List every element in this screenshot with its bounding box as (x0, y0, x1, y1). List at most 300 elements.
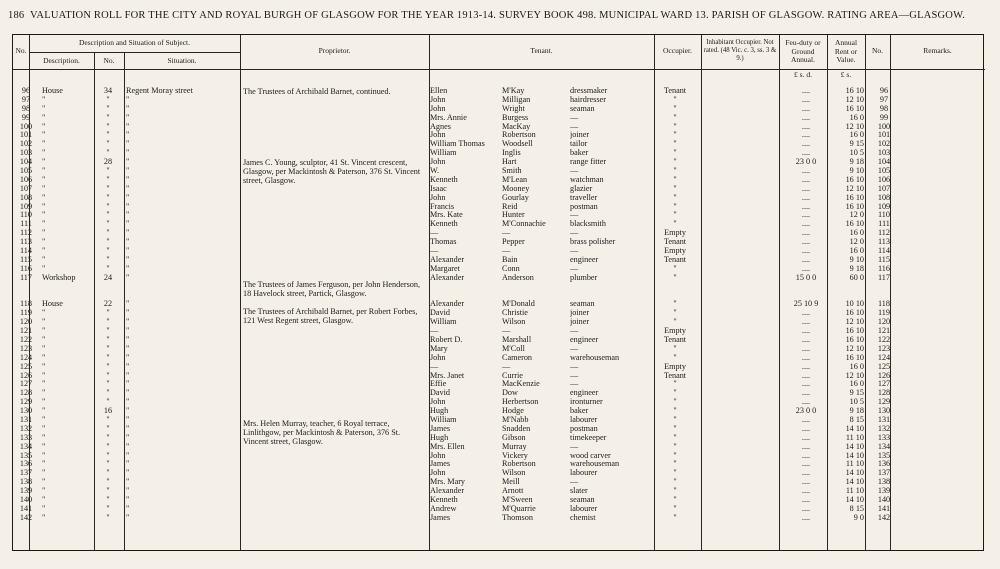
cell-fn: Andrew (430, 504, 457, 513)
cell-sit: " (126, 113, 130, 122)
table-row (12, 443, 984, 452)
cell-occupier: " (673, 389, 677, 398)
cell-occupier: " (673, 122, 677, 131)
cell-desc: " (42, 353, 46, 362)
cell-occupier: " (673, 469, 677, 478)
cell-desc: " (42, 398, 46, 407)
cell-feu: .... (801, 238, 811, 247)
cell-occupier: " (673, 273, 677, 282)
cell-occupier: Empty (664, 327, 686, 336)
cell-sit: " (126, 371, 130, 380)
table-row (12, 452, 984, 461)
cell-occupier: " (673, 433, 677, 442)
cell-num: " (106, 95, 110, 104)
cell-occ: chemist (570, 513, 596, 522)
cell-sn: Robertson (502, 460, 536, 469)
cell-sit: " (126, 451, 130, 460)
cell-sn: Dow (502, 389, 518, 398)
cell-occ: hairdresser (570, 95, 606, 104)
cell-no2: 127 (877, 380, 891, 389)
cell-fn: Mrs. Janet (430, 371, 465, 380)
cell-occ: — (570, 264, 579, 273)
cell-desc: " (42, 220, 46, 229)
cell-rent: 9 0 (853, 513, 864, 522)
cell-occupier: " (673, 495, 677, 504)
cell-occupier: Tenant (663, 335, 687, 344)
cell-num: " (106, 318, 110, 327)
cell-fn: — (430, 362, 439, 371)
cell-no2: 121 (877, 327, 891, 336)
cell-feu: .... (801, 229, 811, 238)
cell-num: " (106, 460, 110, 469)
cell-desc: " (42, 469, 46, 478)
table-row (12, 176, 984, 185)
cell-sn: Vickery (502, 451, 528, 460)
cell-occupier: " (673, 104, 677, 113)
cell-no2: 133 (877, 433, 891, 442)
cell-occupier: Tenant (663, 255, 687, 264)
cell-no2: 120 (877, 318, 891, 327)
cell-rent: 16 10 (845, 353, 864, 362)
cell-rent: 16 10 (845, 202, 864, 211)
cell-sn: Conn (502, 264, 520, 273)
cell-no: 96 (21, 87, 31, 95)
cell-fn: Kenneth (430, 175, 458, 184)
cell-feu: .... (801, 264, 811, 273)
cell-sn: Hart (502, 158, 517, 167)
cell-occ: glazier (570, 184, 593, 193)
cell-occ: engineer (570, 335, 599, 344)
cell-desc: House (42, 300, 63, 309)
cell-rent: 9 15 (849, 140, 864, 149)
cell-no2: 116 (878, 264, 890, 273)
cell-occ: — (570, 380, 579, 389)
cell-sn: Herbertson (502, 398, 539, 407)
cell-sit: " (126, 220, 130, 229)
cell-rent: 10 10 (845, 300, 864, 309)
col-header-description: Description. (43, 56, 80, 65)
cell-no2: 130 (877, 407, 891, 416)
cell-no: 137 (19, 469, 33, 478)
cell-occupier: " (673, 424, 677, 433)
cell-occupier: " (673, 175, 677, 184)
cell-sit: " (126, 247, 130, 256)
table-row (12, 149, 984, 158)
cell-sit: " (126, 309, 130, 318)
cell-feu: 23 0 0 (795, 407, 817, 416)
cell-no: 108 (19, 193, 33, 202)
table-row (12, 327, 984, 336)
cell-sn: — (502, 327, 511, 336)
cell-no: 106 (19, 175, 33, 184)
cell-desc: " (42, 247, 46, 256)
cell-occupier: Tenant (663, 371, 687, 380)
cell-rent: 16 10 (845, 193, 864, 202)
cell-feu: .... (801, 504, 811, 513)
cell-no: 104 (19, 158, 33, 167)
cell-sit: " (126, 318, 130, 327)
cell-fn: — (430, 327, 439, 336)
cell-no2: 110 (878, 211, 890, 220)
cell-feu: .... (801, 309, 811, 318)
cell-rent: 60 0 (849, 273, 864, 282)
cell-num: 28 (103, 158, 113, 167)
cell-occ: labourer (570, 415, 598, 424)
cell-fn: John (430, 398, 446, 407)
cell-sn: MacKenzie (502, 380, 540, 389)
cell-no2: 128 (877, 389, 891, 398)
cell-rent: 14 10 (845, 442, 864, 451)
table-row (12, 194, 984, 203)
cell-sit: " (126, 193, 130, 202)
cell-no2: 118 (878, 300, 890, 309)
table-row (12, 158, 984, 167)
table-row (12, 114, 984, 123)
cell-desc: " (42, 149, 46, 158)
cell-no: 120 (19, 318, 33, 327)
cell-no: 100 (19, 122, 33, 131)
cell-fn: Ellen (430, 87, 448, 95)
cell-occupier: " (673, 300, 677, 309)
cell-sn: Pepper (502, 238, 525, 247)
cell-occupier: " (673, 398, 677, 407)
cell-sn: Anderson (502, 273, 534, 282)
cell-fn: Mrs. Kate (430, 211, 463, 220)
cell-no2: 117 (878, 273, 890, 282)
cell-no: 117 (20, 273, 32, 282)
cell-no: 105 (19, 167, 33, 176)
cell-num: " (106, 247, 110, 256)
cell-sit: " (126, 433, 130, 442)
cell-occupier: " (673, 202, 677, 211)
cell-feu: .... (801, 442, 811, 451)
cell-num: " (106, 193, 110, 202)
cell-fn: John (430, 95, 446, 104)
cell-no: 130 (19, 407, 33, 416)
cell-feu: .... (801, 122, 811, 131)
cell-sn: Wilson (502, 318, 526, 327)
cell-no: 123 (19, 344, 33, 353)
cell-feu: .... (801, 193, 811, 202)
cell-desc: " (42, 193, 46, 202)
cell-no: 99 (21, 113, 31, 122)
cell-sn: M'Donald (502, 300, 535, 309)
cell-num: 16 (103, 407, 113, 416)
cell-desc: " (42, 495, 46, 504)
cell-sit: " (126, 415, 130, 424)
cell-rent: 11 10 (845, 460, 864, 469)
table-row (12, 398, 984, 407)
cell-occupier: " (673, 264, 677, 273)
cell-feu: .... (801, 255, 811, 264)
cell-no2: 126 (877, 371, 891, 380)
cell-sn: Robertson (502, 131, 536, 140)
cell-no2: 125 (877, 362, 891, 371)
cell-sit: " (126, 362, 130, 371)
cell-rent: 16 0 (849, 131, 864, 140)
cell-rent: 9 10 (849, 167, 864, 176)
cell-fn: Kenneth (430, 220, 458, 229)
cell-occ: — (570, 371, 579, 380)
cell-no: 114 (20, 247, 32, 256)
cell-sit: " (126, 300, 130, 309)
col-header-feu: Feu-duty or Ground Annual. (785, 38, 821, 64)
table-row (12, 247, 984, 256)
cell-num: " (106, 495, 110, 504)
cell-feu: .... (801, 104, 811, 113)
cell-feu: .... (801, 318, 811, 327)
table-row (12, 336, 984, 345)
cell-occupier: " (673, 504, 677, 513)
cell-no: 142 (19, 513, 33, 522)
cell-desc: " (42, 327, 46, 336)
table-row (12, 203, 984, 212)
cell-sn: Inglis (502, 149, 521, 158)
cell-occupier: " (673, 344, 677, 353)
col-header-rent: Annual Rent or Value. (834, 38, 858, 64)
cell-num: " (106, 398, 110, 407)
cell-feu: .... (801, 424, 811, 433)
cell-sit: " (126, 407, 130, 416)
proprietor-block: The Trustees of James Ferguson, per John Henderson, 18 Havelock street, Partick, Glasgow. (243, 280, 420, 299)
cell-no2: 103 (877, 149, 891, 158)
cell-sit: " (126, 478, 130, 487)
cell-sn: Murray (502, 442, 527, 451)
cell-no2: 129 (877, 398, 891, 407)
col-header-tenant: Tenant. (530, 46, 553, 55)
cell-occupier: Empty (664, 362, 686, 371)
cell-sit: " (126, 104, 130, 113)
table-row (12, 416, 984, 425)
proprietor-block: The Trustees of Archibald Barnet, per Robert Forbes, 121 West Regent street, Glasgow. (243, 307, 418, 326)
table-row (12, 87, 984, 96)
cell-num: " (106, 487, 110, 496)
cell-fn: Mrs. Mary (430, 478, 466, 487)
cell-occupier: " (673, 415, 677, 424)
cell-rent: 10 5 (849, 398, 864, 407)
table-row (12, 220, 984, 229)
cell-sit: " (126, 335, 130, 344)
cell-num: " (106, 469, 110, 478)
cell-sn: Currie (502, 371, 523, 380)
cell-no: 124 (19, 353, 33, 362)
cell-sit: " (126, 495, 130, 504)
cell-fn: David (430, 389, 451, 398)
cell-num: " (106, 389, 110, 398)
cell-rent: 12 10 (845, 184, 864, 193)
cell-sn: M'Quarrie (502, 504, 536, 513)
table-row (12, 514, 984, 523)
cell-fn: Alexander (430, 487, 465, 496)
cell-num: " (106, 149, 110, 158)
cell-rent: 11 10 (845, 433, 864, 442)
cell-fn: Effie (430, 380, 447, 389)
cell-num: " (106, 104, 110, 113)
table-row (12, 229, 984, 238)
cell-occ: — (570, 344, 579, 353)
cell-no: 132 (19, 424, 33, 433)
cell-fn: Mrs. Ellen (430, 442, 465, 451)
cell-sn: Reid (502, 202, 518, 211)
cell-occ: — (570, 211, 579, 220)
cell-num: " (106, 167, 110, 176)
cell-fn: Hugh (430, 433, 449, 442)
cell-num: " (106, 362, 110, 371)
table-row (12, 211, 984, 220)
cell-desc: " (42, 167, 46, 176)
cell-sn: Arnott (502, 487, 524, 496)
cell-feu: .... (801, 487, 811, 496)
cell-sn: — (502, 229, 511, 238)
cell-no2: 137 (877, 469, 891, 478)
cell-no: 107 (19, 184, 33, 193)
cell-fn: John (430, 353, 446, 362)
cell-no: 118 (20, 300, 32, 309)
cell-occupier: " (673, 460, 677, 469)
table-row (12, 380, 984, 389)
cell-rent: 12 10 (845, 318, 864, 327)
cell-sn: M'Kay (502, 87, 525, 95)
cell-no2: 107 (877, 184, 891, 193)
cell-rent: 9 18 (849, 264, 864, 273)
cell-no: 140 (19, 495, 33, 504)
cell-occ: engineer (570, 389, 599, 398)
table-row (12, 309, 984, 318)
cell-fn: Agnes (430, 122, 451, 131)
cell-desc: " (42, 202, 46, 211)
col-header-occupier: Occupier. (663, 46, 692, 55)
cell-desc: " (42, 504, 46, 513)
cell-occupier: " (673, 140, 677, 149)
cell-desc: House (42, 87, 63, 95)
cell-rent: 11 10 (845, 487, 864, 496)
cell-desc: " (42, 318, 46, 327)
cell-sn: Smith (502, 167, 522, 176)
cell-desc: " (42, 104, 46, 113)
cell-desc: " (42, 513, 46, 522)
cell-fn: John (430, 451, 446, 460)
cell-feu: .... (801, 469, 811, 478)
cell-occupier: " (673, 211, 677, 220)
cell-fn: — (430, 247, 439, 256)
cell-fn: Alexander (430, 255, 465, 264)
cell-fn: Margaret (430, 264, 460, 273)
table-row (12, 407, 984, 416)
cell-no2: 115 (878, 255, 890, 264)
cell-num: " (106, 504, 110, 513)
cell-feu: .... (801, 131, 811, 140)
cell-desc: " (42, 380, 46, 389)
cell-rent: 16 10 (845, 309, 864, 318)
cell-no2: 134 (877, 442, 891, 451)
cell-fn: Alexander (430, 273, 465, 282)
col-header-proprietor: Proprietor. (318, 46, 351, 55)
cell-rent: 10 5 (849, 149, 864, 158)
cell-occ: seaman (570, 104, 595, 113)
table-row (12, 123, 984, 132)
cell-sn: Burgess (502, 113, 529, 122)
cell-desc: Workshop (42, 273, 76, 282)
cell-no2: 112 (878, 229, 890, 238)
cell-sn: Snadden (502, 424, 531, 433)
proprietor-block: The Trustees of Archibald Barnet, continued. (243, 87, 391, 96)
cell-desc: " (42, 442, 46, 451)
cell-occ: — (570, 442, 579, 451)
cell-sn: Christie (502, 309, 528, 318)
cell-fn: James (430, 424, 451, 433)
cell-num: " (106, 513, 110, 522)
cell-occ: dressmaker (570, 87, 608, 95)
cell-no: 112 (20, 229, 32, 238)
cell-desc: " (42, 95, 46, 104)
cell-feu: .... (801, 335, 811, 344)
cell-desc: " (42, 238, 46, 247)
cell-occ: labourer (570, 504, 598, 513)
cell-sit: " (126, 487, 130, 496)
cell-occ: — (570, 229, 579, 238)
cell-num: " (106, 140, 110, 149)
cell-no: 131 (19, 415, 33, 424)
cell-sn: Wilson (502, 469, 526, 478)
table-row (12, 185, 984, 194)
cell-no: 115 (20, 255, 32, 264)
cell-num: " (106, 202, 110, 211)
cell-rent: 9 10 (849, 255, 864, 264)
cell-no: 119 (20, 309, 32, 318)
cell-desc: " (42, 175, 46, 184)
cell-feu: .... (801, 113, 811, 122)
cell-fn: William (430, 149, 457, 158)
cell-desc: " (42, 140, 46, 149)
cell-num: " (106, 451, 110, 460)
cell-desc: " (42, 229, 46, 238)
cell-feu: .... (801, 433, 811, 442)
cell-occupier: " (673, 478, 677, 487)
cell-no2: 114 (878, 247, 890, 256)
cell-no: 125 (19, 362, 33, 371)
cell-occupier: " (673, 95, 677, 104)
cell-occ: blacksmith (570, 220, 606, 229)
cell-sit: " (126, 255, 130, 264)
cell-rent: 16 10 (845, 327, 864, 336)
cell-rent: 14 10 (845, 424, 864, 433)
table-row (12, 274, 984, 283)
cell-feu: .... (801, 398, 811, 407)
cell-no2: 142 (877, 513, 891, 522)
cell-sit: " (126, 95, 130, 104)
cell-num: " (106, 184, 110, 193)
cell-sit: " (126, 389, 130, 398)
cell-feu: .... (801, 327, 811, 336)
cell-no2: 96 (879, 87, 889, 95)
cell-occ: labourer (570, 469, 598, 478)
cell-desc: " (42, 335, 46, 344)
table-row (12, 345, 984, 354)
cell-fn: David (430, 309, 451, 318)
cell-occ: — (570, 247, 579, 256)
cell-feu: .... (801, 220, 811, 229)
cell-occ: joiner (570, 318, 590, 327)
cell-num: " (106, 309, 110, 318)
cell-sit: " (126, 122, 130, 131)
cell-no2: 136 (877, 460, 891, 469)
cell-fn: Francis (430, 202, 455, 211)
cell-sn: Thomson (502, 513, 533, 522)
cell-desc: " (42, 371, 46, 380)
cell-occupier: " (673, 193, 677, 202)
cell-fn: William (430, 415, 457, 424)
cell-occupier: Empty (664, 247, 686, 256)
